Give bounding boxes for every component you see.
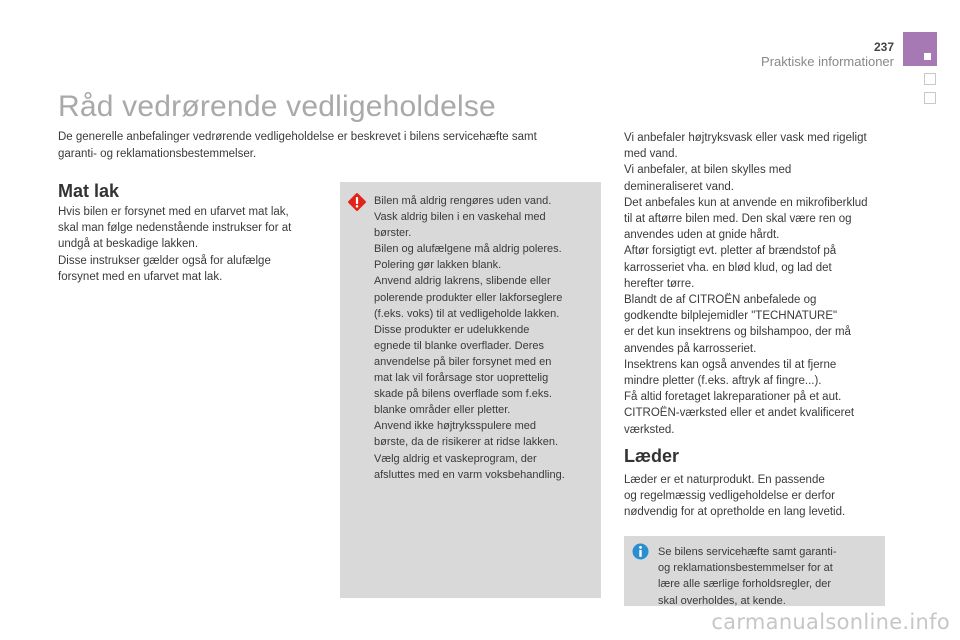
mat-lak-text <box>58 204 318 285</box>
page-title: Råd vedrørende vedligeholdelse <box>58 90 496 123</box>
laeder-text <box>624 472 892 521</box>
text-line: skal man følge nedenstående instrukser for at <box>58 222 292 235</box>
text-line: mindre pletter (f.eks. aftryk af fingre...). <box>624 375 822 388</box>
laeder-heading: Læder <box>624 446 680 466</box>
text-line: er det kun insektrens og bilshampoo, der må <box>624 326 851 339</box>
page-number: 237 <box>873 40 894 54</box>
text-line: Vi anbefaler, at bilen skylles med <box>624 164 792 177</box>
text-line: Insektrens kan også anvendes til at fjerne <box>624 358 837 371</box>
section-label: Praktiske informationer <box>761 54 894 69</box>
warning-text <box>374 193 596 483</box>
text-line: værksted. <box>624 423 675 436</box>
watermark: carmanualsonline.info <box>711 610 950 634</box>
text-line: børster. <box>374 227 412 240</box>
intro-text <box>58 129 598 162</box>
text-line: Anvend ikke højtryksspulere med <box>374 420 537 433</box>
text-line: karrosseriet vha. en blød klud, og lad det <box>624 261 832 274</box>
text-line: Anvend aldrig lakrens, slibende eller <box>374 275 551 288</box>
text-line: demineraliseret vand. <box>624 180 734 193</box>
text-line: børste, da de risikerer at ridse lakken. <box>374 436 559 449</box>
cleaning-text <box>624 130 892 438</box>
empty-tab-marker <box>924 92 936 104</box>
text-line: godkendte bilplejemidler "TECHNATURE" <box>624 310 838 323</box>
text-line: Vælg aldrig et vaskeprogram, der <box>374 452 537 465</box>
text-line: mat lak vil forårsage stor uoprettelig <box>374 372 549 385</box>
text-line: Bilen må aldrig rengøres uden vand. <box>374 195 552 207</box>
text-line: (f.eks. voks) til at vedligeholde lakken. <box>374 307 560 320</box>
text-line: anvendes uden at gnide hårdt. <box>624 229 780 242</box>
empty-tab-marker <box>924 73 936 85</box>
text-line: anvendelse på biler forsynet med en <box>374 355 552 368</box>
mat-lak-heading: Mat lak <box>58 181 120 201</box>
section-tab-marker <box>903 32 937 66</box>
text-line: Blandt de af CITROËN anbefalede og <box>624 294 817 307</box>
text-line: afsluttes med en varm voksbehandling. <box>374 468 565 481</box>
text-line: med vand. <box>624 148 678 161</box>
text-line: herefter tørre. <box>624 277 695 290</box>
text-line: Vask aldrig bilen i en vaskehal med <box>374 211 546 224</box>
text-line: Læder er et naturprodukt. En passende <box>624 474 825 486</box>
text-line: Disse instrukser gælder også for alufælge <box>58 254 271 267</box>
text-line: anvendes på karrosseriet. <box>624 342 757 355</box>
text-line: Vi anbefaler højtryksvask eller vask med rigeligt <box>624 132 867 144</box>
text-line: Få altid foretaget lakreparationer på et aut. <box>624 391 842 404</box>
text-line: forsynet med en ufarvet mat lak. <box>58 270 223 283</box>
text-line: Aftør forsigtigt evt. pletter af brændstof på <box>624 245 837 258</box>
text-line: til at aftørre bilen med. Den skal være ren og <box>624 213 852 226</box>
text-line: polerende produkter eller lakforseglere <box>374 291 563 304</box>
info-text <box>658 544 880 609</box>
info-icon <box>632 543 649 560</box>
text-line: undgå at beskadige lakken. <box>58 238 199 251</box>
text-line: skade på bilens overflade som f.eks. <box>374 388 552 401</box>
text-line: Det anbefales kun at anvende en mikrofiberklud <box>624 196 868 209</box>
text-line: Se bilens servicehæfte samt garanti- <box>658 546 837 558</box>
text-line: nødvendig for at opretholde en lang levetid. <box>624 506 846 519</box>
text-line: Bilen og alufælgene må aldrig poleres. <box>374 243 562 256</box>
intro-line: garanti- og reklamationsbestemmelser. <box>58 147 257 160</box>
text-line: Disse produkter er udelukkende <box>374 323 530 336</box>
text-line: Hvis bilen er forsynet med en ufarvet mat lak, <box>58 206 289 218</box>
text-line: egnede til blanke overflader. Deres <box>374 339 544 352</box>
warning-exclamation-icon <box>347 192 367 212</box>
intro-line: De generelle anbefalinger vedrørende vedligeholdelse er beskrevet i bilens servicehæfte samt <box>58 131 537 143</box>
text-line: skal overholdes, at kende. <box>658 594 786 607</box>
text-line: og reklamationsbestemmelser for at <box>658 562 833 575</box>
text-line: Polering gør lakken blank. <box>374 259 502 272</box>
text-line: CITROËN-værksted eller et andet kvalificeret <box>624 407 855 420</box>
text-line: blanke områder eller pletter. <box>374 404 511 417</box>
text-line: lære alle særlige forholdsregler, der <box>658 578 832 591</box>
text-line: og regelmæssig vedligeholdelse er derfor <box>624 490 835 503</box>
